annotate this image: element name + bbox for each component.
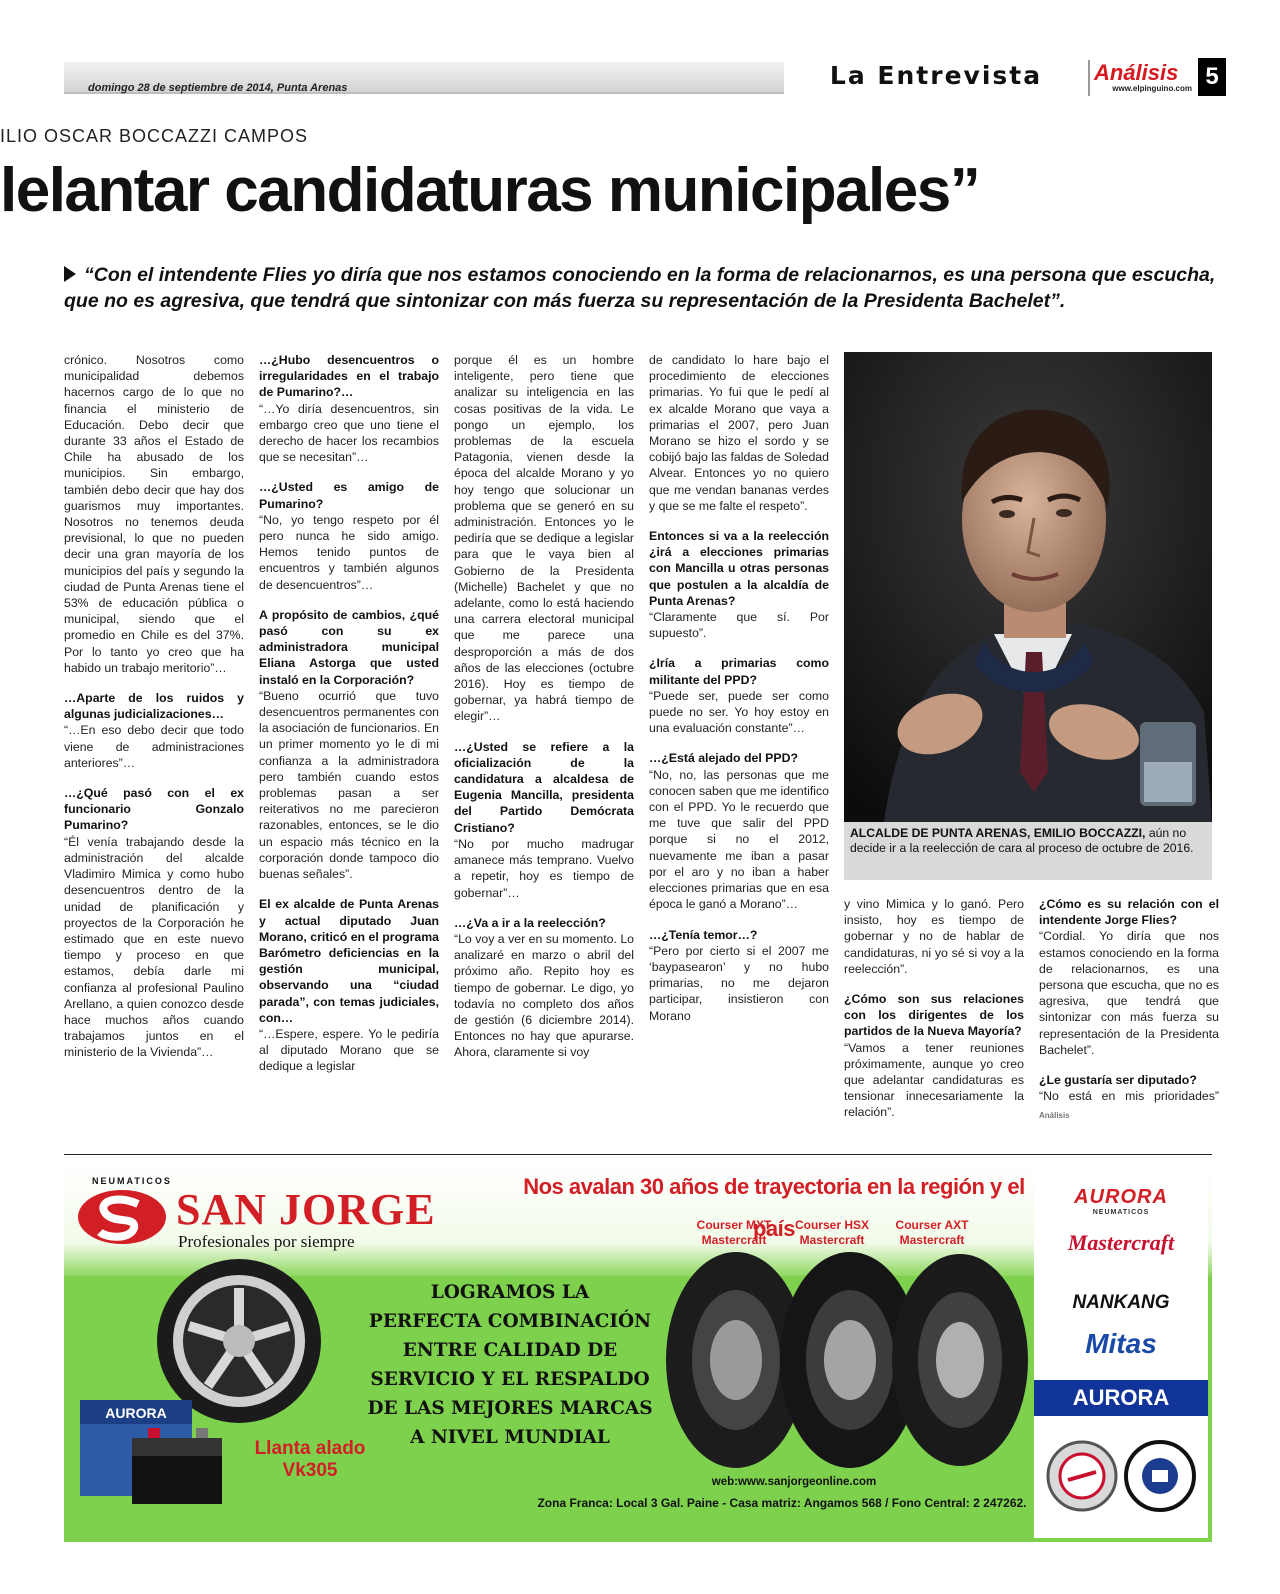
tire-icon (892, 1254, 1028, 1466)
interview-question: ¿Le gustaría ser diputado? (1039, 1073, 1197, 1088)
brand-website: www.elpinguino.com (1112, 84, 1192, 93)
interview-question: …¿Está alejado del PPD? (649, 751, 798, 766)
ad-address: Zona Franca: Local 3 Gal. Paine - Casa matriz: Angamos 568 / Fono Central: 2 247262. (537, 1496, 1027, 1510)
brand-logo: Análisis (1094, 60, 1179, 85)
alado-badge-icon (1046, 1440, 1118, 1512)
mayor-photo (844, 352, 1212, 822)
brand-block (1094, 62, 1192, 96)
company-name: SAN JORGE (176, 1185, 436, 1234)
interview-paragraph: “…Yo diría desencuentros, sin embargo creo que uno tiene el derecho de hacer los recambios que se necesitan”… (259, 401, 439, 465)
slogan-line: DE LAS MEJORES MARCAS (367, 1398, 653, 1419)
interview-question: …¿Hubo desencuentros o irregularidades en el trabajo de Pumarino?… (259, 353, 439, 400)
slogan-line: SERVICIO Y EL RESPALDO (370, 1369, 650, 1390)
issue-date: domingo 28 de septiembre de 2014, Punta Arenas (88, 82, 348, 94)
interview-question: …¿Qué pasó con el ex funcionario Gonzalo Pumarino? (64, 786, 244, 833)
brands-panel (1034, 1170, 1208, 1538)
interview-paragraph: de candidato lo hare bajo el procedimiento de elecciones primarias. Yo fui que le pedí al ex alcalde Morano que vaya a primarias el 2007, pero Juan Morano se hizo el sordo y se cobijó bajo las faldas de Soledad Alvear. Entonces yo no quiero que me vendan bananas verdes y que se me falte el respeto”. (649, 353, 829, 513)
interview-question: …¿Tenía temor…? (649, 927, 758, 942)
caption-text: aún no decide ir a la reelección de cara al proceso de octubre de 2016. (850, 826, 1194, 855)
interview-question: ¿Iría a primarias como militante del PPD? (649, 656, 829, 687)
text-column-3 (454, 352, 634, 1138)
text-column-6 (1039, 896, 1219, 1138)
slogan-line: ENTRE CALIDAD DE (402, 1340, 618, 1361)
interview-paragraph: crónico. Nosotros como municipalidad debemos hacernos cargo de lo que no financia el ministerio de Educación. Debo decir que durante 33 años el Estado de Chile ha abusado de los municipios. Sin embargo, también debo decir que hay dos guarismos muy importantes. Nosotros no tenemos deuda previsional, lo que no pueden decir una gran mayoría de los municipios del país y segundo la ciudad de Punta Arenas tiene el 53% de educación pública o municipal, siendo que el promedio en Chile es del 37%. Por lo tanto yo creo que ha habido un trabajo meritorio”… (64, 353, 244, 675)
header-divider (1088, 60, 1090, 96)
protech-badge-icon (1124, 1440, 1196, 1512)
battery-icon (76, 1382, 226, 1508)
interview-paragraph: “Cordial. Yo diría que nos estamos conociendo en la forma de relacionarnos, es una persona que escucha, que no es agresiva, que tendrá que sintonizar con más fuerza su representación de la Presidenta Bachelet”. (1039, 929, 1219, 1057)
interview-paragraph: “…Espere, espere. Yo le pediría al diputado Morano que se dedique a legislar (259, 1026, 439, 1074)
interview-paragraph: “No está en mis prioridades” Análisis (1039, 1089, 1219, 1121)
interview-paragraph: “No por mucho madrugar amanece más temprano. Vuelvo a repetir, hoy es tiempo de gobernar”… (454, 836, 634, 900)
ad-slogan (360, 1278, 660, 1452)
ad-tagline: Nos avalan 30 años de trayectoria en la región y el país (523, 1174, 1025, 1241)
neumaticos-label: NEUMATICOS (92, 1176, 172, 1186)
interview-question: ¿Cómo son sus relaciones con los dirigentes de los partidos de la Nueva Mayoría? (844, 992, 1024, 1039)
company-subtitle: Profesionales por siempre (178, 1232, 355, 1251)
mastercraft-logo: Mastercraft (1067, 1230, 1175, 1255)
interview-question: El ex alcalde de Punta Arenas y actual diputado Juan Morano, criticó en el programa Barómetro deficiencias en la gestión municipal, observando una “ciudad parada”, con temas judiciales, con… (259, 897, 439, 1025)
aurora-batteries-logo: AURORA (1034, 1380, 1208, 1416)
interview-paragraph: “…En eso debo decir que todo viene de administraciones anteriores”… (64, 723, 244, 770)
section-divider (64, 1154, 1212, 1155)
caption-bold: ALCALDE DE PUNTA ARENAS, EMILIO BOCCAZZI, (850, 826, 1146, 840)
page-number: 5 (1198, 58, 1226, 96)
interview-paragraph: “Claramente que sí. Por supuesto”. (649, 610, 829, 641)
san-jorge-advertisement (64, 1166, 1212, 1542)
text-column-5 (844, 896, 1024, 1138)
tire-label-hsx: Courser HSX Mastercraft (794, 1218, 870, 1247)
interview-question: …¿Usted se refiere a la oficialización de la candidatura a alcaldesa de Eugenia Mancilla, presidenta del Partido Demócrata Cristiano? (454, 739, 634, 835)
interview-question: ¿Cómo es su relación con el intendente Jorge Flies? (1039, 897, 1219, 928)
article-lead (64, 262, 1224, 314)
text-column-4 (649, 352, 829, 1138)
mitas-logo: Mitas (1085, 1328, 1157, 1359)
interview-paragraph: “No, yo tengo respeto por él pero nunca he sido amigo. Hemos tenido puntos de encuentros y también algunos de desencuentros”… (259, 512, 439, 592)
article-headline: lelantar candidaturas municipales” (0, 156, 980, 225)
portrait-illustration (844, 352, 1212, 822)
section-title: La Entrevista (829, 61, 1043, 90)
end-mark: Análisis (1039, 1111, 1070, 1121)
text-column-2 (259, 352, 439, 1138)
slogan-line: PERFECTA COMBINACIÓN (368, 1311, 652, 1332)
slogan-line: LOGRAMOS LA (430, 1282, 590, 1303)
interview-question: A propósito de cambios, ¿qué pasó con su ex administradora municipal Eliana Astorga que usted instaló en la Corporación? (259, 607, 439, 687)
interview-paragraph: porque él es un hombre inteligente, pero tiene que analizar su inteligencia en las cosas positivas de la vida. Le pongo un ejemplo, los problemas de la escuela Patagonia, vienen desde la época del alcalde Morano y yo hoy tengo que solucionar un problema que se generó en su administración. Entonces yo le pediría que se dedique a legislar para que le vaya bien al Gobierno de la Presidenta (Michelle) Bachelet y que no adelante, como lo está haciendo una carrera electoral municipal que me parece una desproporción a más de dos años de las elecciones (octubre 2016). Hoy es tiempo de gobernar, ya habrá tiempo de elegir”… (454, 353, 634, 724)
battery-brand-label: AURORA (105, 1405, 167, 1421)
interview-question: Entonces si va a la reelección ¿irá a elecciones primarias con Mancilla u otras personas que postulen a la alcaldía de Punta Arenas? (649, 529, 829, 608)
tire-label-axt: Courser AXT Mastercraft (895, 1218, 969, 1247)
interview-paragraph: “Puede ser, puede ser como puede no ser. Yo hoy estoy en una evaluación constante”… (649, 688, 829, 736)
interview-paragraph: “Vamos a tener reuniones próximamente, aunque yo creo que adelantar candidaturas es tensionar innecesariamente la relación”. (844, 1040, 1024, 1120)
interview-paragraph: “No, no, las personas que me conocen saben que me identifico con el PPD. Yo le recuerdo que me tuve que salir del PPD porque si no el 2012, nuevamente me iban a pasar por el aro y no iban a haber elecciones primarias que en esa época le ganó a Morano”… (649, 767, 829, 912)
triangle-bullet-icon (64, 266, 76, 282)
tire-label-mxt: Courser MXT Mastercraft (696, 1218, 772, 1247)
photo-caption (844, 822, 1212, 880)
interview-question: …Aparte de los ruidos y algunas judicializaciones… (64, 691, 244, 722)
interview-paragraph: “Lo voy a ver en su momento. Lo analizaré en marzo o abril del próximo año. Repito hoy es tiempo de gobernar. Le digo, yo todavía no completo dos años de gestión (6 diciembre 2014). Entonces no hay que apurarse. Ahora, claramente si voy (454, 931, 634, 1060)
lead-text: “Con el intendente Flies yo diría que nos estamos conociendo en la forma de relacionarnos, es una persona que escucha, que no es agresiva, que tendrá que sintonizar con más fuerza su representación de la Presidenta Bachelet”. (64, 264, 1216, 312)
interview-question: …¿Va a ir a la reelección? (454, 915, 606, 930)
interview-paragraph: “Él venía trabajando desde la administración del alcalde Vladimiro Mimica y como hubo desencuentros dentro de la unidad de planificación y proyectos de la Corporación he estimado que en este nuevo tiempo y proceso en que estamos, debía darle mi confianza al profesional Paulino Arellano, a quien conozco desde hace muchos años cuando trabajamos juntos en el ministerio de la Vivienda”… (64, 834, 244, 1060)
tires-image (660, 1248, 1032, 1472)
nankang-logo: NANKANG (1072, 1292, 1170, 1313)
interview-question: …¿Usted es amigo de Pumarino? (259, 480, 439, 511)
page-header (64, 56, 1219, 100)
interview-paragraph: y vino Mimica y lo ganó. Pero insisto, hoy es tiempo de gobernar y no de hablar de candidaturas, ni yo sé si voy a la reelección”. (844, 897, 1024, 976)
ad-website: web:www.sanjorgeonline.com (711, 1476, 877, 1488)
aurora-tires-logo: AURORA NEUMATICOS (1074, 1186, 1168, 1216)
article-kicker: ILIO OSCAR BOCCAZZI CAMPOS (0, 126, 309, 146)
interview-paragraph: “Pero por cierto si el 2007 me ‘baypasearon’ y no hubo primarias, no me dejaron participar, insistieron con Morano (649, 943, 829, 1023)
interview-paragraph: “Bueno ocurrió que tuvo desencuentros permanentes con la asociación de funcionarios. En un primer momento yo le di mi confianza a la administradora pero también cuando estos problemas pasan a ser reiterativos no me parecieron razonables, entonces, se le dio un espacio más técnico en la corporación donde tampoco dio buenas señales”. (259, 688, 439, 882)
wheel-label: Llanta alado Vk305 (254, 1438, 366, 1481)
san-jorge-s-logo-icon (76, 1188, 168, 1246)
text-column-1 (64, 352, 244, 1138)
slogan-line: A NIVEL MUNDIAL (410, 1427, 610, 1448)
